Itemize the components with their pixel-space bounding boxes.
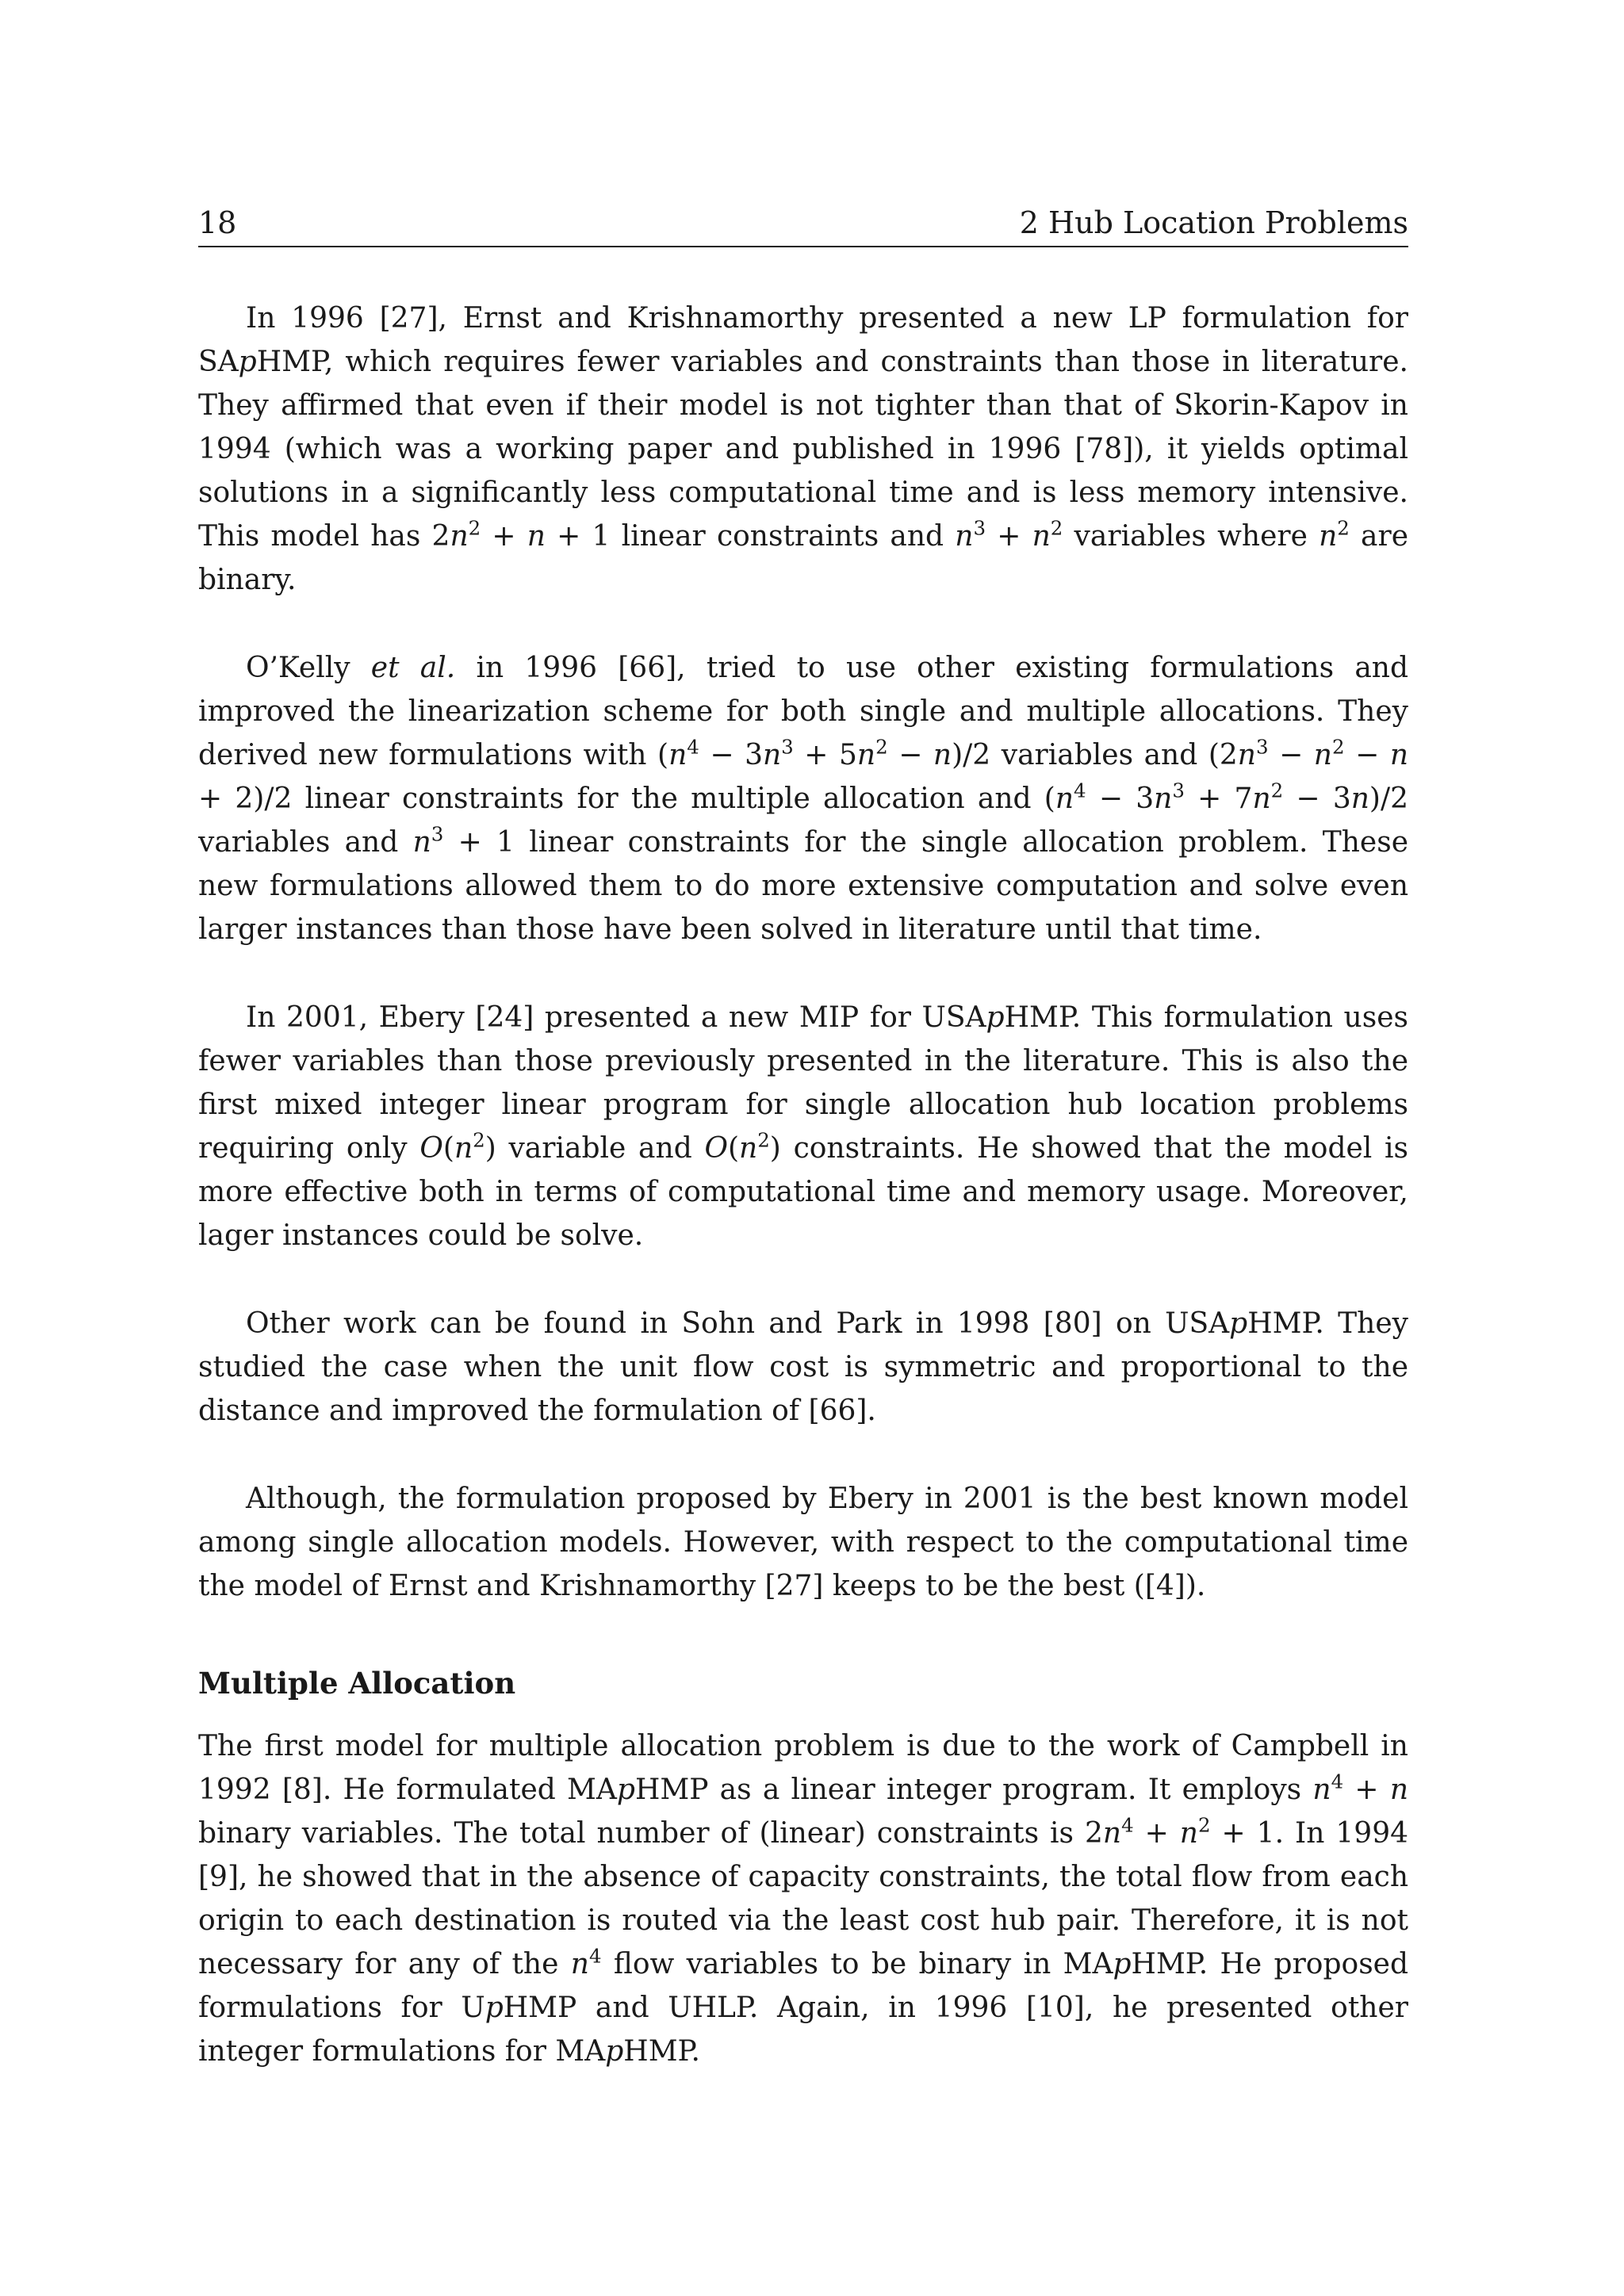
paragraph: The first model for multiple allocation problem is due to the work of Campbell in 1992 [8]. He formulated MApHMP as a linear integer program. It employs $n^4 + n$ binary variables. The total number of (linear) constraints is $2n^4 + n^2 + 1$. In 1994 [9], he showed that in the absence of capacity constraints, the total flow from each origin to each destination is routed via the least cost hub pair. Therefore, it is not necessary for any of the $n^4$ flow variables to be binary in MApHMP. He proposed formulations for UpHMP and UHLP. Again, in 1996 [10], he presented other integer formulations for MApHMP. [198, 1730, 1409, 2068]
section-heading: Multiple Allocation [198, 1666, 516, 1701]
chapter-title: 2 Hub Location Problems [1019, 205, 1408, 240]
paragraph: O’Kelly et al. in 1996 [66], tried to use other existing formulations and improved the linearization scheme for both single and multiple allocations. They derived new formulations with $(n^4 - 3n^3 + 5n^2 - n)/2$ variables and $(2n^3 - n^2 - n + 2)/2$ linear constraints for the multiple allocation and $(n^4 - 3n^3 + 7n^2 - 3n)/2$ variables and $n^3 + 1$ linear constraints for the single allocation problem. These new formulations allowed them to do more extensive computation and solve even larger instances than those have been solved in literature until that time. [198, 652, 1409, 946]
paragraph: Although, the formulation proposed by Ebery in 2001 is the best known model among single allocation models. However, with respect to the computational time the model of Ernst and Krishnamorthy [27] keeps to be the best ([4]). [198, 1483, 1408, 1602]
page [198, 203, 1408, 2118]
paragraph: Other work can be found in Sohn and Park in 1998 [80] on USApHMP. They studied the case when the unit flow cost is symmetric and proportional to the distance and improved the formulation of [66]. [198, 1307, 1408, 1427]
paragraph: In 1996 [27], Ernst and Krishnamorthy presented a new LP formulation for SApHMP, which requires fewer variables and constraints than those in literature. They affirmed that even if their model is not tighter than that of Skorin-Kapov in 1994 (which was a working paper and published in 1996 [78]), it yields optimal solutions in a significantly less computational time and is less memory intensive. This model has $2n^2 + n + 1$ linear constraints and $n^3 + n^2$ variables where $n^2$ are binary. [198, 302, 1409, 596]
body-text [198, 297, 1408, 2073]
running-head [198, 203, 1408, 247]
paragraph: In 2001, Ebery [24] presented a new MIP for USApHMP. This formulation uses fewer variables than those previously presented in the literature. This is also the first mixed integer linear program for single allocation hub location problems requiring only $O(n^2)$ variable and $O(n^2)$ constraints. He showed that the model is more effective both in terms of computational time and memory usage. Moreover, lager instances could be solve. [198, 1001, 1409, 1252]
page-number: 18 [198, 205, 237, 240]
